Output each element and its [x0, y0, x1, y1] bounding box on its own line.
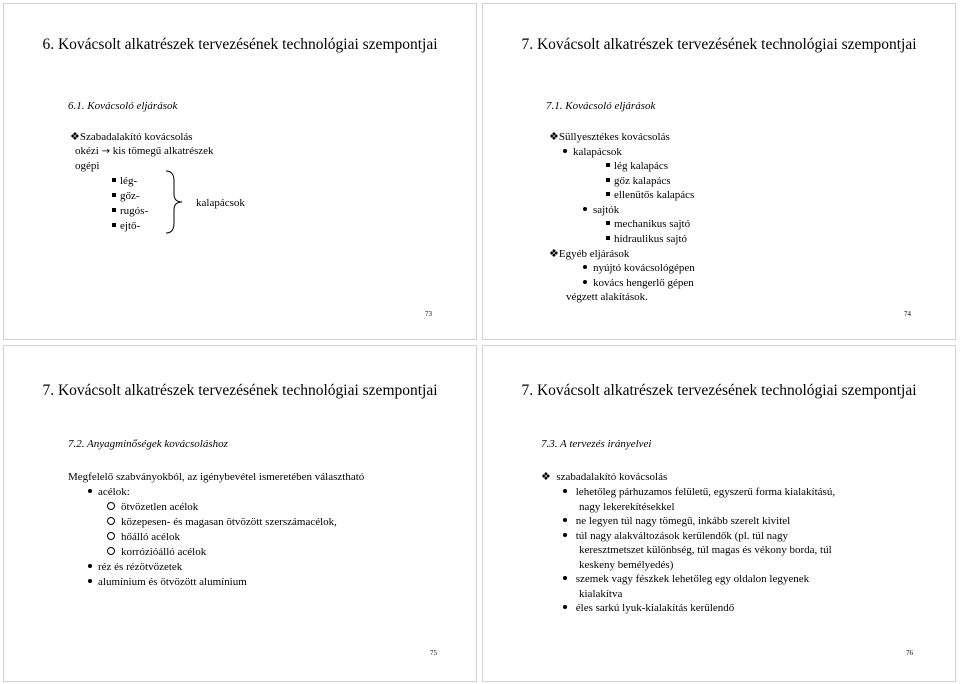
dot-bullet-icon: [563, 489, 567, 493]
slide-title: 7. Kovácsolt alkatrészek tervezésének technológiai szempontjai: [42, 382, 438, 399]
dot-bullet-icon: [563, 533, 567, 537]
list-item: ejtő-: [112, 219, 140, 233]
square-bullet-icon: [606, 163, 610, 167]
list-item-continuation: nagy lekerekítésekkel: [579, 501, 675, 513]
square-bullet-icon: [112, 178, 116, 182]
dot-bullet-icon: [563, 576, 567, 580]
dot-bullet-icon: [563, 605, 567, 609]
list-item: ellenütős kalapács: [606, 188, 694, 202]
list-item: hidraulikus sajtó: [606, 232, 687, 246]
page-number: 73: [425, 310, 432, 318]
list-item-continuation: kialakítva: [579, 588, 623, 600]
list-item: ❖Szabadalakító kovácsolás: [70, 131, 193, 143]
circle-bullet-icon: [107, 547, 115, 555]
diamond-bullet-icon: ❖: [541, 471, 551, 483]
square-bullet-icon: [606, 221, 610, 225]
slide-title: 7. Kovácsolt alkatrészek tervezésének technológiai szempontjai: [521, 36, 917, 53]
square-bullet-icon: [112, 208, 116, 212]
brace-label: kalapácsok: [196, 197, 245, 209]
list-item: éles sarkú lyuk-kialakítás kerülendő: [563, 601, 734, 615]
section-heading: 7.2. Anyagminőségek kovácsoláshoz: [68, 438, 228, 450]
list-item: kovács hengerlő gépen: [583, 276, 694, 290]
list-item: gőz kalapács: [606, 174, 671, 188]
dot-bullet-icon: [88, 579, 92, 583]
section-heading: 7.3. A tervezés irányelvei: [541, 438, 652, 450]
dot-bullet-icon: [583, 207, 587, 211]
list-item-continuation: keresztmetszet különbség, túl magas és vékony borda, túl: [579, 544, 832, 556]
slide-74: [482, 3, 956, 340]
circle-bullet-icon: [107, 532, 115, 540]
list-item: ogépi: [75, 160, 100, 172]
page-number: 75: [430, 649, 437, 657]
diamond-bullet-icon: ❖: [549, 131, 559, 143]
list-item: mechanikus sajtó: [606, 217, 690, 231]
list-item: lehetőleg párhuzamos felületű, egyszerű forma kialakítású,: [563, 485, 835, 499]
section-heading: 6.1. Kovácsoló eljárások: [68, 100, 178, 112]
list-item: réz és rézötvözetek: [88, 560, 182, 574]
list-item: ötvözetlen acélok: [107, 500, 198, 514]
slide-title: 6. Kovácsolt alkatrészek tervezésének technológiai szempontjai: [42, 36, 438, 53]
list-item: ❖Süllyesztékes kovácsolás: [549, 131, 670, 143]
circle-bullet-icon: [107, 517, 115, 525]
list-item: gőz-: [112, 189, 140, 203]
list-item: rugós-: [112, 204, 148, 218]
curly-brace-icon: [164, 169, 186, 235]
arrow-right-icon: →: [101, 146, 110, 157]
list-item: közepesen- és magasan ötvözött szerszámacélok,: [107, 515, 337, 529]
list-item: lég-: [112, 174, 137, 188]
dot-bullet-icon: [583, 265, 587, 269]
list-item: sajtók: [583, 203, 619, 217]
list-item: kalapácsok: [563, 145, 622, 159]
list-item: ne legyen túl nagy tömegű, inkább szerelt kivitel: [563, 514, 790, 528]
list-item: lég kalapács: [606, 159, 668, 173]
square-bullet-icon: [112, 223, 116, 227]
list-item: okézi → kis tömegű alkatrészek: [75, 145, 214, 157]
section-heading: 7.1. Kovácsoló eljárások: [546, 100, 656, 112]
slide-75: [3, 345, 477, 682]
circle-bullet-icon: [107, 502, 115, 510]
diamond-bullet-icon: ❖: [70, 131, 80, 143]
diamond-bullet-icon: ❖: [549, 248, 559, 260]
square-bullet-icon: [112, 193, 116, 197]
dot-bullet-icon: [583, 280, 587, 284]
list-item: végzett alakítások.: [566, 291, 648, 303]
square-bullet-icon: [606, 192, 610, 196]
list-item: hőálló acélok: [107, 530, 180, 544]
list-item: ❖ szabadalakító kovácsolás: [541, 471, 668, 483]
slide-title: 7. Kovácsolt alkatrészek tervezésének technológiai szempontjai: [521, 382, 917, 399]
list-item: szemek vagy fészkek lehetőleg egy oldalon legyenek: [563, 572, 809, 586]
dot-bullet-icon: [88, 564, 92, 568]
list-item: korrózióálló acélok: [107, 545, 206, 559]
list-item: túl nagy alakváltozások kerülendők (pl. túl nagy: [563, 529, 788, 543]
list-item: alumínium és ötvözött alumínium: [88, 575, 247, 589]
dot-bullet-icon: [88, 489, 92, 493]
slide-76: [482, 345, 956, 682]
slide-73: [3, 3, 477, 340]
square-bullet-icon: [606, 236, 610, 240]
list-item: ❖Egyéb eljárások: [549, 248, 630, 260]
square-bullet-icon: [606, 178, 610, 182]
page-number: 74: [904, 310, 911, 318]
list-item-continuation: keskeny bemélyedés): [579, 559, 674, 571]
paragraph: Megfelelő szabványokból, az igénybevétel ismeretében választható: [68, 471, 365, 483]
list-item: acélok:: [88, 485, 130, 499]
dot-bullet-icon: [563, 518, 567, 522]
dot-bullet-icon: [563, 149, 567, 153]
list-item: nyújtó kovácsológépen: [583, 261, 695, 275]
page-number: 76: [906, 649, 913, 657]
